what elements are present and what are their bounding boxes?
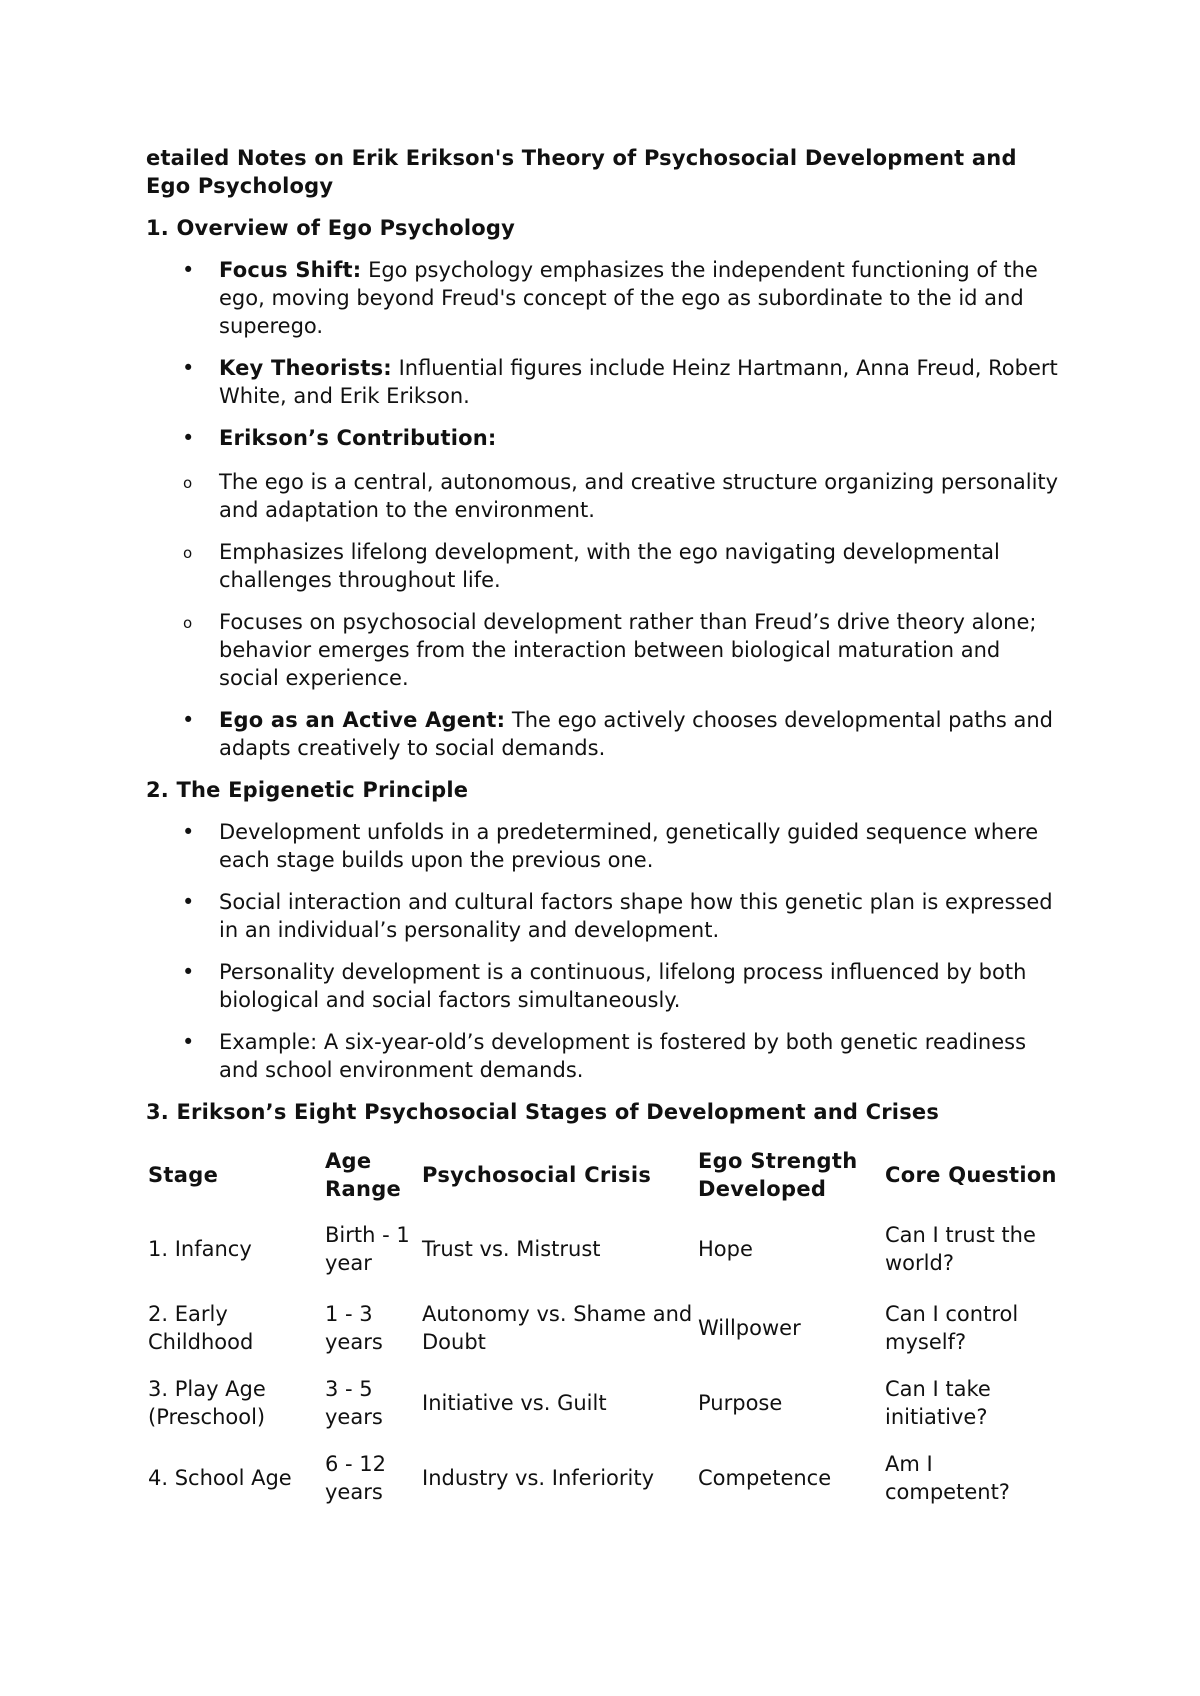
table-row [146,1440,1066,1515]
item-text: The ego actively chooses developmental paths and adapts creatively to social demands. [219,708,1053,760]
table-cell: Birth - 1 year [325,1223,410,1275]
table-row [146,1208,1066,1290]
table-cell: 1. Infancy [148,1237,252,1261]
table-cell: Autonomy vs. Shame and Doubt [422,1301,693,1354]
item-text: Ego psychology emphasizes the independent functioning of the ego, moving beyond Freud's concept of the ego as subordinate to the id and superego. [219,258,1038,338]
table-cell: 6 - 12 years [325,1451,387,1504]
table-cell: 3. Play Age (Preschool) [148,1376,266,1429]
circle-bullet-icon: o [183,614,193,632]
list-item [146,888,1066,944]
bullet-icon: • [182,426,195,450]
table-cell: Purpose [698,1390,783,1415]
bullet-icon: • [182,356,195,380]
table-cell: 2. Early Childhood [148,1301,254,1354]
sub-list-item [183,608,1066,692]
sub-item-text: The ego is a central, autonomous, and creative structure organizing personality and adaptation to the environment. [219,470,1059,522]
section-heading: 1. Overview of Ego Psychology [146,216,516,240]
list-item [146,424,1066,692]
table-cell: Hope [698,1237,753,1261]
table-cell: Willpower [698,1315,801,1340]
item-label: Key Theorists: [219,356,392,380]
column-header: Psychosocial Crisis [422,1163,652,1187]
section-heading: 2. The Epigenetic Principle [146,778,469,802]
stages-table [146,1142,1066,1515]
table-row [146,1290,1066,1365]
table-header-row [146,1142,1066,1208]
list-item [146,354,1066,410]
circle-bullet-icon: o [183,544,193,562]
bullet-icon: • [182,708,195,732]
section-heading: 3. Erikson’s Eight Psychosocial Stages of Development and Crises [146,1100,940,1124]
table-cell: Industry vs. Inferiority [422,1465,655,1490]
item-text: Development unfolds in a predetermined, genetically guided sequence where each stage builds upon the previous one. [219,820,1039,872]
bullet-icon: • [182,820,195,844]
column-header: Ego Strength Developed [698,1149,858,1201]
document-page [146,144,1066,1515]
table-cell: Initiative vs. Guilt [422,1390,607,1415]
item-text: Personality development is a continuous, lifelong process influenced by both biological and social factors simultaneously. [219,960,1027,1012]
sub-list-item [183,538,1066,594]
page-title: etailed Notes on Erik Erikson's Theory of Psychosocial Development and Ego Psychology [146,146,1017,198]
sub-item-text: Emphasizes lifelong development, with the ego navigating developmental challenges throughout life. [219,540,1000,592]
table-row [146,1365,1066,1440]
item-label: Ego as an Active Agent: [219,708,506,732]
table-cell: 1 - 3 years [325,1301,383,1354]
bullet-list [146,818,1066,1084]
item-label: Erikson’s Contribution: [219,426,497,450]
table-cell: 3 - 5 years [325,1376,383,1429]
table-cell: Am I competent? [885,1451,1010,1504]
circle-bullet-icon: o [183,474,193,492]
bullet-icon: • [182,1030,195,1054]
item-text: Influential figures include Heinz Hartmann, Anna Freud, Robert White, and Erik Erikson. [219,356,1058,408]
bullet-icon: • [182,258,195,282]
sub-list-item [183,468,1066,524]
table-cell: 4. School Age [148,1465,292,1490]
table-cell: Trust vs. Mistrust [422,1237,601,1261]
column-header: Age Range [325,1149,402,1201]
table-cell: Competence [698,1465,832,1490]
item-text: Social interaction and cultural factors shape how this genetic plan is expressed in an individual’s personality and development. [219,890,1053,942]
list-item [146,256,1066,340]
table-cell: Can I control myself? [885,1301,1019,1354]
table-cell: Can I take initiative? [885,1376,991,1429]
item-label: Focus Shift: [219,258,362,282]
bullet-icon: • [182,960,195,984]
list-item [146,706,1066,762]
list-item [146,818,1066,874]
bullet-list [146,256,1066,762]
item-text: Example: A six-year-old’s development is fostered by both genetic readiness and school environment demands. [219,1030,1027,1082]
column-header: Core Question [885,1163,1057,1187]
bullet-icon: • [182,890,195,914]
sub-list [183,468,1066,692]
sub-item-text: Focuses on psychosocial development rather than Freud’s drive theory alone; behavior emerges from the interaction between biological maturation and social experience. [219,610,1037,690]
column-header: Stage [148,1163,219,1187]
table-cell: Can I trust the world? [885,1223,1036,1275]
list-item [146,1028,1066,1084]
list-item [146,958,1066,1014]
